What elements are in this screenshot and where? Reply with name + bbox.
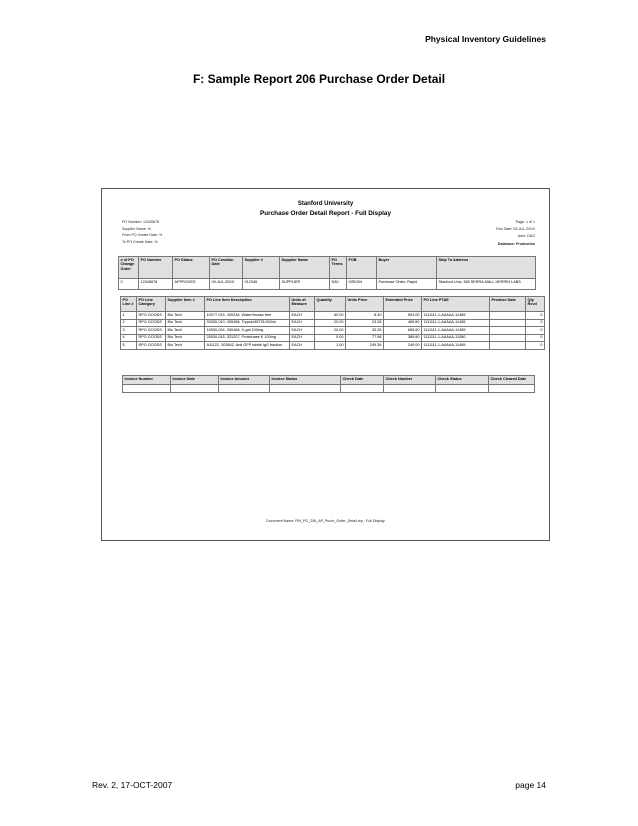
column-header: Qty Rcvd [526,297,545,312]
table-cell: EACH [290,334,315,342]
table-cell: RPO GOODS [137,312,166,320]
table-cell: 1111111-1-AAAAA-11485 [422,342,490,350]
table-cell: SUPPLIER [280,279,330,290]
table-cell: Bio Tech [166,327,205,335]
table-cell: 1111111-1-AAAAA-11485 [422,312,490,320]
table-header-row [123,376,535,385]
table-cell: 23.28 [346,319,384,327]
column-header: Check Number [384,376,436,385]
column-header: Invoice Number [123,376,171,385]
table-cell: A11122, 303842, Anti GFP rabbit IgG fraction [205,342,290,350]
table-cell: 1 [121,312,137,320]
report-title: Purchase Order Detail Report - Full Display [259,210,392,217]
table-cell: 12345678 [139,279,173,290]
table-cell [490,342,526,350]
table-cell: 1.00 [315,342,346,350]
table-cell: RPO GOODS [137,342,166,350]
column-header: PO Terms [330,257,347,279]
table-row [121,319,545,327]
meta-line: User: DAO [517,234,535,239]
table-cell [490,319,526,327]
table-cell: Bio Tech [166,334,205,342]
table-cell [219,385,270,393]
table-cell: 249.00 [384,342,422,350]
column-header: PO Number [139,257,173,279]
section-title: F: Sample Report 206 Purchase Order Detail [192,72,446,86]
page-header: Physical Inventory Guidelines [425,34,546,44]
po-lines-table [120,296,545,350]
table-cell: RPO GOODS [137,319,166,327]
table-cell: EACH [290,327,315,335]
table-cell: RPO GOODS [137,334,166,342]
report-image [101,188,550,541]
report-parameters [122,219,162,246]
footer-page-number: page 14 [515,780,546,790]
meta-line: Run Date: 09-JUL-20XX [496,227,535,232]
table-cell: 0 [526,319,545,327]
meta-line: Database: Production [497,241,535,246]
param-line: From PO Create Date: % [122,233,163,238]
table-cell: 665.60 [384,327,422,335]
table-cell: EACH [290,319,315,327]
table-cell: 389.80 [384,334,422,342]
table-cell: EACH [290,342,315,350]
table-cell: 33330-010, 330458, Trypsin/EDTA 500ml [205,319,290,327]
column-header: Promise Date [490,297,526,312]
column-header: Units Price [346,297,384,312]
table-row [121,327,545,335]
table-cell [436,385,489,393]
column-header: FOB [347,257,377,279]
table-cell: 465.60 [384,319,422,327]
table-cell [341,385,384,393]
column-header: # of PO Change Order [119,257,139,279]
table-cell: ORIGIN [347,279,377,290]
param-line: PO Number: 12345678 [122,220,159,224]
meta-line: Page: 1 of 1 [515,220,535,224]
param-line: Supplier Name: % [122,226,151,231]
table-cell: 20.00 [315,319,346,327]
column-header: Invoice Date [171,376,219,385]
table-cell: 2 [121,319,137,327]
column-header: Invoice Status [270,376,341,385]
column-header: Check Cleared Date [489,376,535,385]
table-cell: 77.96 [346,334,384,342]
table-cell: 10077-015, 330234, Water/Invase free [205,312,290,320]
table-cell: 5 [121,342,137,350]
table-cell: 1111111-1-AAAAA-11485 [422,319,490,327]
column-header: PO Line PTAE [422,297,490,312]
column-header: Invoice Amount [219,376,270,385]
table-cell: N30 [330,279,347,290]
table-cell: Bio Tech [166,319,205,327]
table-row [121,312,545,320]
column-header: PO Line Category [137,297,166,312]
table-cell: 012345 [243,279,280,290]
table-cell [270,385,341,393]
column-header: PO Line # [121,297,137,312]
table-cell: 60.00 [315,312,346,320]
table-cell: 249.36 [346,342,384,350]
table-row [121,342,545,350]
report-run-info [496,219,535,248]
po-header-table [118,256,536,290]
column-header: PO Creation Date [210,257,243,279]
table-row [123,385,535,393]
column-header: Ship To Address [437,257,536,279]
table-cell: Bio Tech [166,312,205,320]
table-cell: 0 [526,342,545,350]
table-cell [384,385,436,393]
table-cell [490,334,526,342]
column-header: Extended Price [384,297,422,312]
invoice-table [122,375,535,393]
column-header: Check Date [341,376,384,385]
table-cell: 09-JUL-20XX [210,279,243,290]
table-cell: 5.00 [315,334,346,342]
column-header: PO Status [173,257,210,279]
column-header: PO Line Item Description [205,297,290,312]
table-cell: 8.40 [346,312,384,320]
table-header-row [121,297,545,312]
table-cell: 3 [121,327,137,335]
column-header: Units of Measure [290,297,315,312]
column-header: Quantity [315,297,346,312]
table-cell: 15530-034, 330468, X-gal 100mg [205,327,290,335]
report-page [102,189,549,540]
footer-revision: Rev. 2, 17-OCT-2007 [92,780,173,790]
table-cell: Bio Tech [166,342,205,350]
table-cell: 0 [526,327,545,335]
table-cell: 1111111-1-AAAAA-11080 [422,334,490,342]
table-cell: EACH [290,312,315,320]
table-cell [489,385,535,393]
table-cell: Purchase Order, Rapid [377,279,437,290]
param-line: To PO Create Date: % [122,240,158,245]
table-header-row [119,257,536,279]
table-cell: 20.00 [315,327,346,335]
table-cell: 33.28 [346,327,384,335]
table-cell [490,327,526,335]
report-org: Stanford University [297,201,354,207]
column-header: Check Status [436,376,489,385]
table-cell: 0 [119,279,139,290]
table-cell [171,385,219,393]
table-cell: RPO GOODS [137,327,166,335]
table-row [121,334,545,342]
document-name: Document Name: FIN_PO_206_AP_Purch_Order_Detail.rep - Full Display [266,519,385,523]
table-cell: 25530-015, 331207, Proteinase K 100mg [205,334,290,342]
table-cell: 1111111-1-AAAAA-11485 [422,327,490,335]
table-cell [123,385,171,393]
table-cell: Stanford Univ, 365 SERRA MALL HERRIN LABS [437,279,536,290]
table-row [119,279,536,290]
table-cell [490,312,526,320]
column-header: Supplier Name [280,257,330,279]
table-cell: 0 [526,312,545,320]
table-cell: 504.00 [384,312,422,320]
column-header: Supplier # [243,257,280,279]
table-cell: 4 [121,334,137,342]
table-cell: 0 [526,334,545,342]
table-cell: APPROVED [173,279,210,290]
column-header: Buyer [377,257,437,279]
column-header: Supplier Item # [166,297,205,312]
